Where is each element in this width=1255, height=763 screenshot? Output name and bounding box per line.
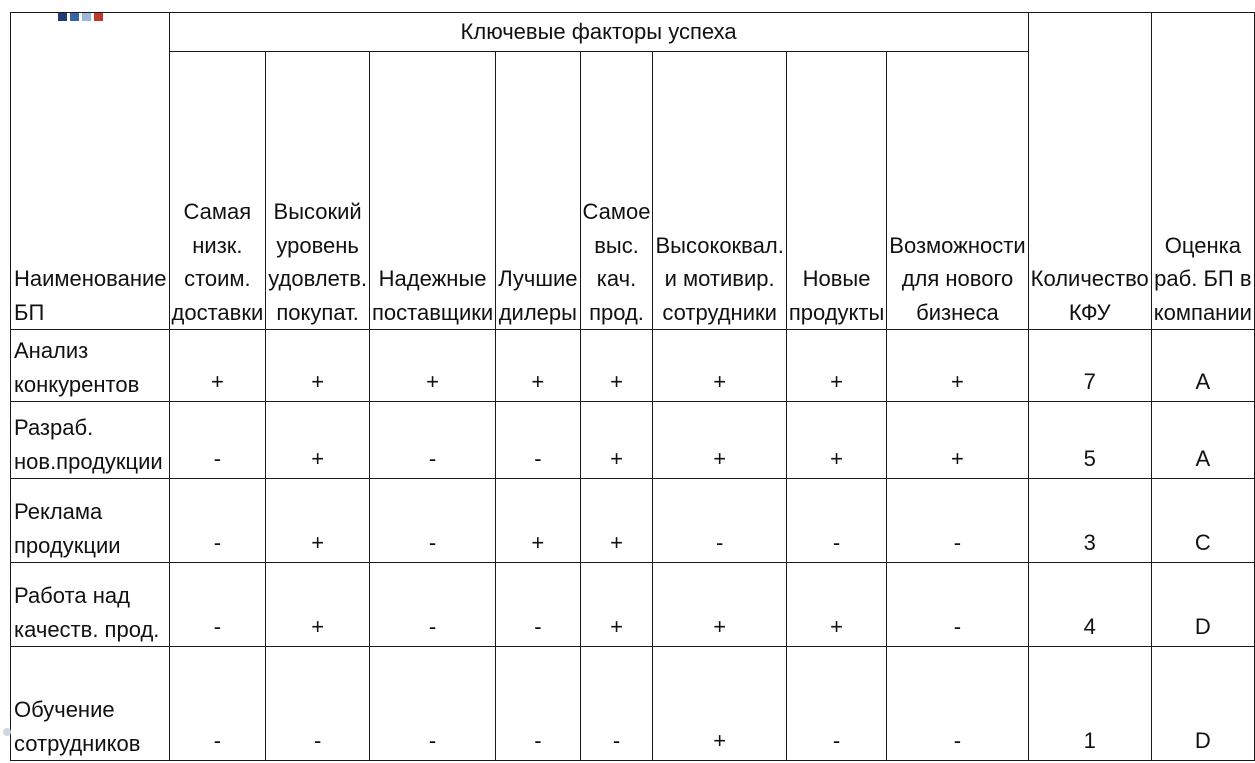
header-factor: Самое выс. кач. прод. — [580, 52, 653, 330]
mark-cell: - — [369, 647, 495, 761]
grade-cell: A — [1151, 402, 1254, 479]
mark-cell: - — [786, 479, 886, 563]
mark-cell: + — [580, 330, 653, 402]
header-factor: Самая низк. стоим. доставки — [169, 52, 266, 330]
mark-cell: - — [169, 647, 266, 761]
mark-cell: - — [369, 563, 495, 647]
header-count: Количество КФУ — [1028, 13, 1151, 330]
mark-cell: - — [169, 479, 266, 563]
row-name: Обучение сотрудников — [11, 647, 170, 761]
table-row — [11, 402, 1255, 479]
header-factor: Надежные поставщики — [369, 52, 495, 330]
mark-cell: + — [266, 330, 370, 402]
mark-cell: - — [887, 479, 1028, 563]
header-factor: Новые продукты — [786, 52, 886, 330]
row-name: Реклама продукции — [11, 479, 170, 563]
slide-dot — [3, 728, 11, 736]
mark-cell: + — [266, 479, 370, 563]
table-row — [11, 647, 1255, 761]
mark-cell: + — [786, 330, 886, 402]
mark-cell: + — [496, 330, 580, 402]
mark-cell: + — [369, 330, 495, 402]
count-cell: 7 — [1028, 330, 1151, 402]
header-factor: Высококвал. и мотивир. сотрудники — [653, 52, 786, 330]
mark-cell: + — [266, 402, 370, 479]
mark-cell: - — [887, 563, 1028, 647]
mark-cell: - — [653, 479, 786, 563]
mark-cell: - — [369, 479, 495, 563]
mark-cell: - — [266, 647, 370, 761]
mark-cell: + — [580, 402, 653, 479]
ksf-table — [10, 12, 1255, 761]
mark-cell: + — [496, 479, 580, 563]
mark-cell: - — [169, 402, 266, 479]
mark-cell: - — [496, 647, 580, 761]
header-factor: Возможности для нового бизнеса — [887, 52, 1028, 330]
count-cell: 1 — [1028, 647, 1151, 761]
grade-cell: A — [1151, 330, 1254, 402]
grade-cell: D — [1151, 563, 1254, 647]
mark-cell: - — [169, 563, 266, 647]
row-name: Разраб. нов.продукции — [11, 402, 170, 479]
mark-cell: - — [786, 647, 886, 761]
header-grade: Оценка раб. БП в компании — [1151, 13, 1254, 330]
mark-cell: + — [653, 330, 786, 402]
mark-cell: + — [169, 330, 266, 402]
mark-cell: + — [266, 563, 370, 647]
mark-cell: - — [496, 563, 580, 647]
mark-cell: + — [580, 479, 653, 563]
mark-cell: + — [887, 402, 1028, 479]
count-cell: 3 — [1028, 479, 1151, 563]
header-factor: Лучшие дилеры — [496, 52, 580, 330]
count-cell: 4 — [1028, 563, 1151, 647]
header-group: Ключевые факторы успеха — [169, 13, 1028, 52]
mark-cell: - — [580, 647, 653, 761]
header-factor: Высокий уровень удовлетв. покупат. — [266, 52, 370, 330]
table-row — [11, 563, 1255, 647]
row-name: Работа над качеств. прод. — [11, 563, 170, 647]
grade-cell: D — [1151, 647, 1254, 761]
table-row — [11, 479, 1255, 563]
mark-cell: + — [887, 330, 1028, 402]
mark-cell: + — [653, 563, 786, 647]
mark-cell: - — [887, 647, 1028, 761]
mark-cell: + — [786, 402, 886, 479]
mark-cell: - — [496, 402, 580, 479]
mark-cell: + — [786, 563, 886, 647]
mark-cell: + — [580, 563, 653, 647]
mark-cell: - — [369, 402, 495, 479]
mark-cell: + — [653, 402, 786, 479]
table-row — [11, 330, 1255, 402]
grade-cell: C — [1151, 479, 1254, 563]
count-cell: 5 — [1028, 402, 1151, 479]
header-name: Наименование БП — [11, 13, 170, 330]
mark-cell: + — [653, 647, 786, 761]
row-name: Анализ конкурентов — [11, 330, 170, 402]
